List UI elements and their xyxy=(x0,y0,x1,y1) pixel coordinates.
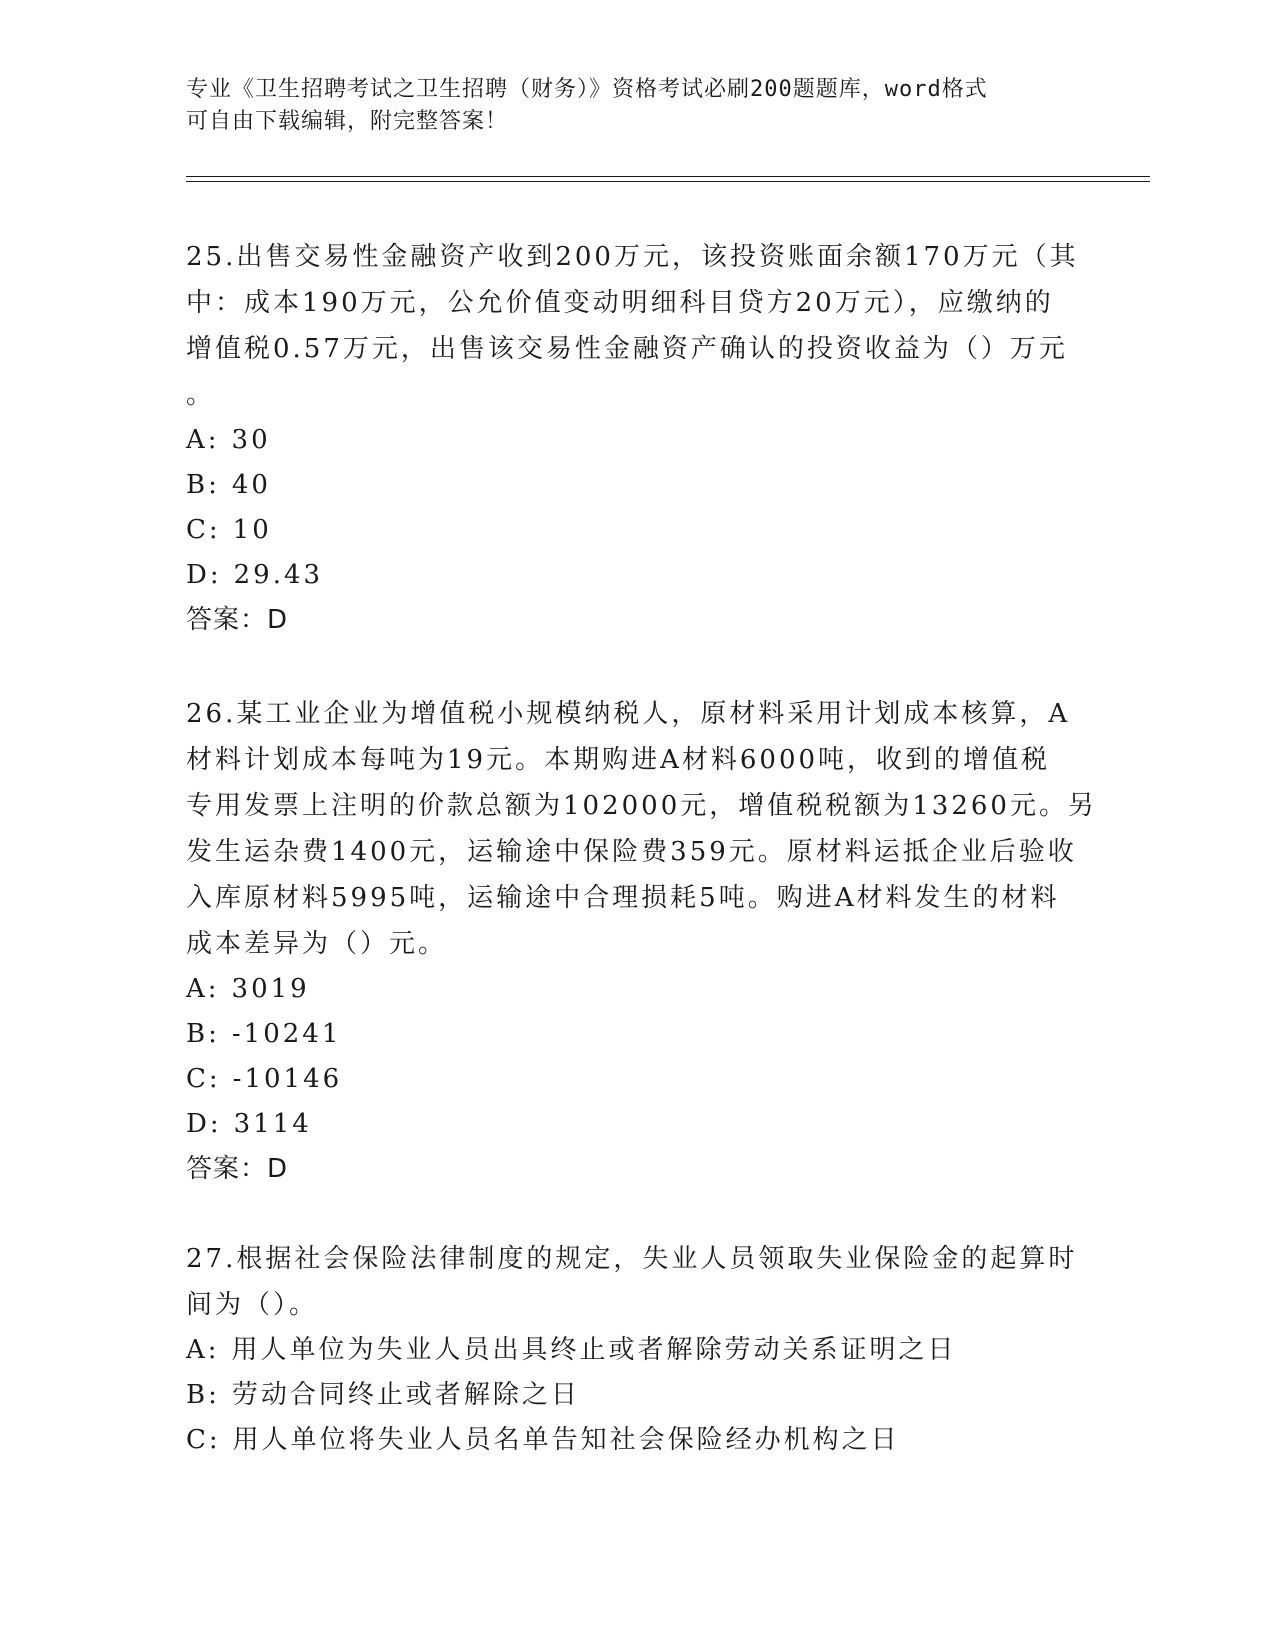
question-26 xyxy=(186,691,1097,1192)
question-stem-line: 专用发票上注明的价款总额为102000元，增值税税额为13260元。另 xyxy=(186,791,1097,821)
question-stem-line: 25.出售交易性金融资产收到200万元，该投资账面余额170万元（其 xyxy=(186,242,1079,272)
document-header xyxy=(186,74,1086,138)
option-letter: D: xyxy=(186,560,222,590)
question-stem-line: 增值税0.57万元，出售该交易性金融资产确认的投资收益为（）万元 xyxy=(186,334,1068,364)
header-line-2: 可自由下载编辑，附完整答案！ xyxy=(186,109,509,134)
question-stem-line: 间为（）。 xyxy=(186,1290,319,1320)
option-text: 用人单位为失业人员出具终止或者解除劳动关系证明之日 xyxy=(231,1335,957,1365)
option-text: 40 xyxy=(231,470,271,500)
option-letter: B: xyxy=(186,1019,220,1049)
question-stem-line: 。 xyxy=(186,380,216,410)
question-stem-line: 26.某工业企业为增值税小规模纳税人，原材料采用计划成本核算，A xyxy=(186,699,1071,729)
option-b xyxy=(186,1373,1066,1418)
option-c xyxy=(186,1418,1066,1463)
header-line-1: 专业《卫生招聘考试之卫生招聘（财务）》资格考试必刷200题题库，word格式 xyxy=(186,77,988,102)
option-letter: A: xyxy=(186,974,220,1004)
question-stem-line: 中：成本190万元，公允价值变动明细科目贷方20万元），应缴纳的 xyxy=(186,288,1054,318)
option-a xyxy=(186,967,1066,1012)
header-divider-top xyxy=(186,176,1150,177)
question-stem-line: 成本差异为（）元。 xyxy=(186,929,448,959)
option-d xyxy=(186,1102,1066,1147)
option-b xyxy=(186,1012,1066,1057)
option-c xyxy=(186,508,1066,553)
option-text: -10241 xyxy=(231,1019,342,1049)
answer-line: 答案：D xyxy=(186,605,289,635)
option-text: 3114 xyxy=(233,1109,312,1139)
question-stem-line: 发生运杂费1400元，运输途中保险费359元。原材料运抵企业后验收 xyxy=(186,837,1077,867)
option-letter: C: xyxy=(186,1064,221,1094)
question-stem-line: 27.根据社会保险法律制度的规定，失业人员领取失业保险金的起算时 xyxy=(186,1244,1078,1274)
option-letter: A: xyxy=(186,1335,220,1365)
option-letter: B: xyxy=(186,470,220,500)
answer-line: 答案：D xyxy=(186,1154,289,1184)
option-c xyxy=(186,1057,1066,1102)
option-letter: B: xyxy=(186,1380,220,1410)
option-a xyxy=(186,418,1066,463)
option-text: -10146 xyxy=(232,1064,343,1094)
question-stem-line: 材料计划成本每吨为19元。本期购进A材料6000吨，收到的增值税 xyxy=(186,745,1051,775)
option-text: 10 xyxy=(232,515,272,545)
option-letter: D: xyxy=(186,1109,222,1139)
option-a xyxy=(186,1328,1066,1373)
option-text: 3019 xyxy=(231,974,310,1004)
question-25 xyxy=(186,234,1079,643)
option-letter: C: xyxy=(186,1425,221,1455)
question-27 xyxy=(186,1236,1078,1463)
option-b xyxy=(186,463,1066,508)
option-letter: A: xyxy=(186,425,220,455)
option-text: 劳动合同终止或者解除之日 xyxy=(231,1380,580,1410)
option-letter: C: xyxy=(186,515,221,545)
option-text: 30 xyxy=(231,425,271,455)
question-stem-line: 入库原材料5995吨，运输途中合理损耗5吨。购进A材料发生的材料 xyxy=(186,883,1060,913)
option-d xyxy=(186,553,1066,598)
header-divider-bottom xyxy=(186,181,1150,182)
option-text: 用人单位将失业人员名单告知社会保险经办机构之日 xyxy=(232,1425,900,1455)
option-text: 29.43 xyxy=(233,560,324,590)
